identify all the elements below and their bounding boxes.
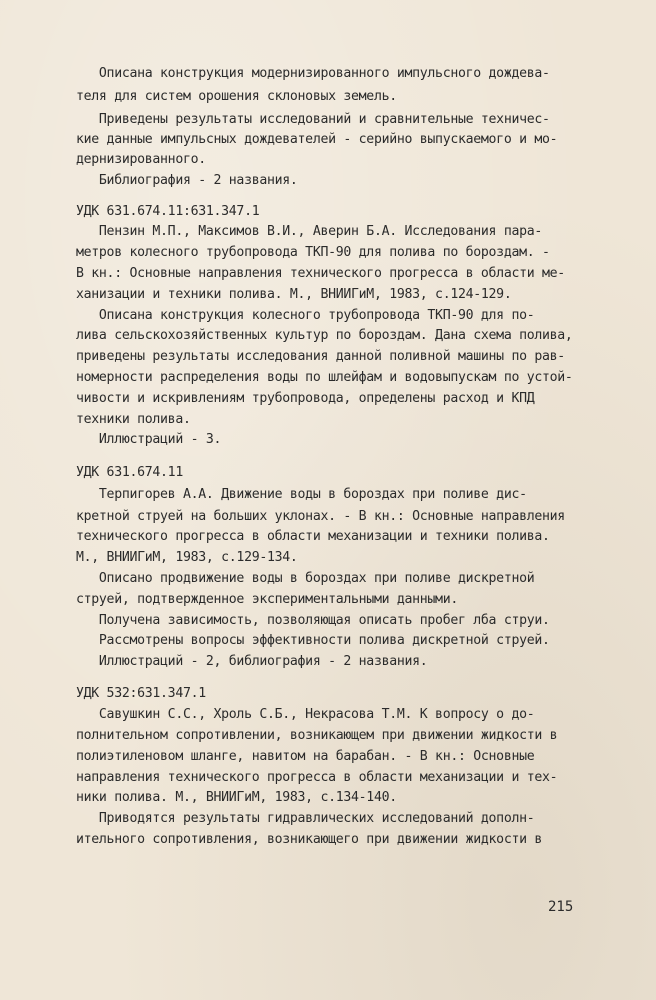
udk-heading: УДК 631.674.11 [76,465,183,480]
text-line: Пензин М.П., Максимов В.И., Аверин Б.А. Исследования пара- [76,224,543,239]
text-line: кие данные импульсных дождевателей - серийно выпускаемого и мо- [76,132,558,147]
text-line: технического прогресса в области механизации и техники полива. [76,529,550,544]
text-line: Описана конструкция модернизированного импульсного дождева- [76,66,550,81]
text-line: метров колесного трубопровода ТКП-90 для полива по бороздам. - [76,245,550,260]
text-line: струей, подтвержденное экспериментальными данными. [76,592,458,607]
text-line: Иллюстраций - 3. [76,432,222,447]
text-line: лива сельскохозяйственных культур по бороздам. Дана схема полива, [76,328,573,343]
udk-heading: УДК 532:631.347.1 [76,686,206,701]
text-line: Описана конструкция колесного трубопровода ТКП-90 для по- [76,308,535,323]
text-line: полнительном сопротивлении, возникающем при движении жидкости в [76,728,558,743]
text-line: теля для систем орошения склоновых земель. [76,89,397,104]
text-line: полиэтиленовом шланге, навитом на барабан. - В кн.: Основные [76,749,535,764]
text-line: Иллюстраций - 2, библиография - 2 названия. [76,654,428,669]
text-line: Описано продвижение воды в бороздах при поливе дискретной [76,571,535,586]
text-line: направления технического прогресса в области механизации и тех- [76,770,558,785]
text-line: Терпигорев А.А. Движение воды в бороздах при поливе дис- [76,487,527,502]
text-line: М., ВНИИГиМ, 1983, с.129-134. [76,550,298,565]
text-line: Приводятся результаты гидравлических исследований дополн- [76,811,535,826]
text-line: Рассмотрены вопросы эффективности полива дискретной струей. [76,633,550,648]
text-line: Приведены результаты исследований и сравнительные техничес- [76,112,550,127]
text-line: ханизации и техники полива. М., ВНИИГиМ, 1983, с.124-129. [76,287,512,302]
text-line: кретной струей на больших уклонах. - В кн.: Основные направления [76,509,565,524]
text-line: приведены результаты исследования данной поливной машины по рав- [76,349,565,364]
text-line: номерности распределения воды по шлейфам и водовыпускам по устой- [76,370,573,385]
text-line: дернизированного. [76,152,206,167]
text-line: техники полива. [76,412,191,427]
text-line: ники полива. М., ВНИИГиМ, 1983, с.134-140. [76,790,397,805]
page-number: 215 [548,899,574,915]
text-line: Библиография - 2 названия. [76,173,298,188]
text-line: Савушкин С.С., Хроль С.Б., Некрасова Т.М. К вопросу о до- [76,707,535,722]
text-line: В кн.: Основные направления технического прогресса в области ме- [76,266,565,281]
text-line: ительного сопротивления, возникающего при движении жидкости в [76,832,543,847]
text-line: чивости и искривлениям трубопровода, определены расход и КПД [76,391,535,406]
udk-heading: УДК 631.674.11:631.347.1 [76,204,260,219]
text-line: Получена зависимость, позволяющая описать пробег лба струи. [76,613,550,628]
